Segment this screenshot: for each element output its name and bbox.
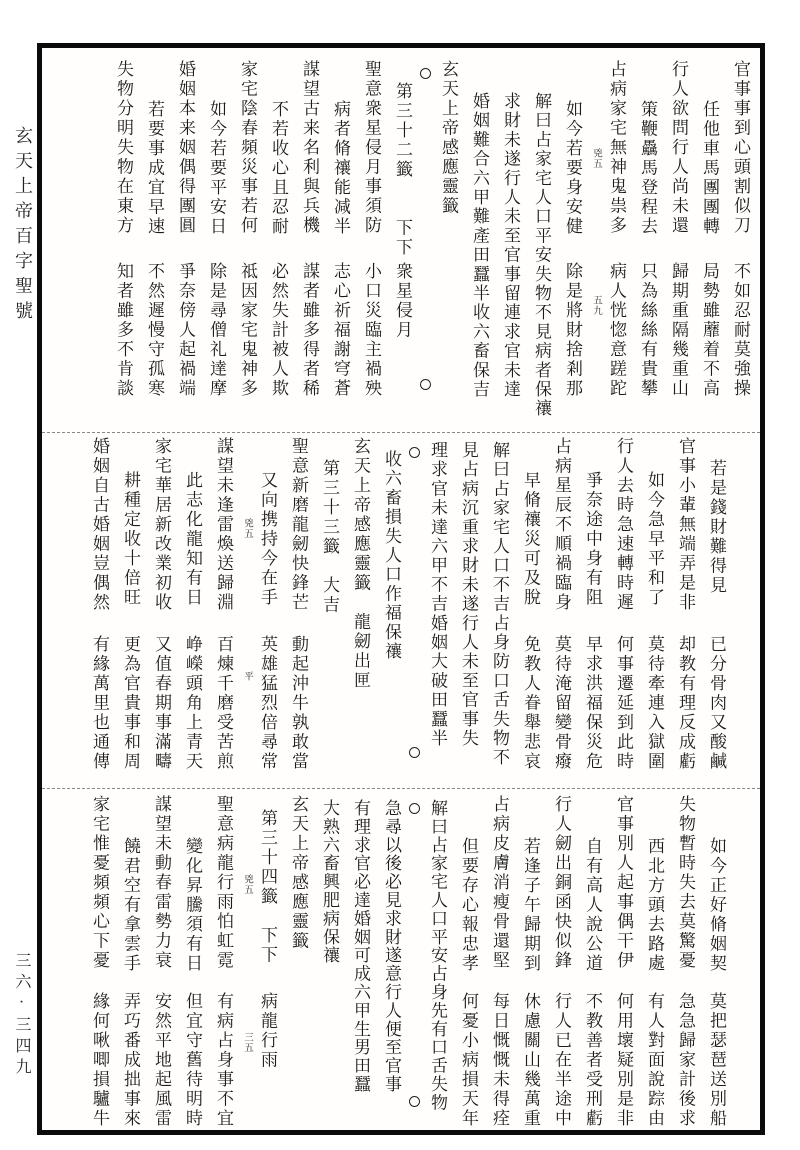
divider-column — [407, 789, 422, 1129]
poem-line-lower: 何事遷延到此時 — [614, 635, 633, 772]
poem-line-upper: 但要存心報忠孝 — [459, 837, 478, 974]
poem-line-lower: 謀者雖多得者稀 — [300, 262, 319, 399]
poem-line-upper: 占病家宅無神鬼祟多 — [607, 60, 626, 236]
poem-column — [208, 433, 239, 788]
poem-line-upper: 謀望未逢雷煥送歸淵 — [214, 437, 233, 613]
commentary-column — [422, 437, 453, 792]
commentary-column — [464, 70, 495, 454]
poem-line-upper: 行人劒出銅函快似鋒 — [552, 795, 571, 971]
poem-line-lower: 除是將財捨剎那 — [563, 262, 582, 399]
poem-line-upper: 病者脩禳能减半 — [331, 100, 350, 237]
poem-column — [701, 789, 732, 1129]
poem-column — [115, 433, 146, 788]
poem-column — [108, 48, 139, 432]
poem-column — [139, 48, 170, 432]
gutter-note-lower: 三五 — [242, 1032, 252, 1053]
poem-column — [84, 789, 115, 1129]
poem-column — [387, 48, 418, 432]
poem-line-upper: 饒君空有拿雲手 — [121, 837, 140, 974]
gutter-note-upper: 兇五 — [242, 518, 252, 539]
poem-line-upper: 謀望古来名利與兵機 — [300, 60, 319, 236]
poem-line-upper: 失物暫時失去莫驚憂 — [676, 795, 695, 971]
poem-line-upper: 早脩禳災可及脫 — [521, 471, 540, 608]
poem-line-lower: 除是尋僧礼達摩 — [207, 262, 226, 399]
poem-column — [453, 789, 484, 1129]
poem-line-lower: 只為絲絲有貴攀 — [638, 262, 657, 399]
poem-line-upper: 若要事成宜早速 — [145, 100, 164, 237]
gutter-note-lower: 五九 — [591, 295, 601, 316]
poem-line-upper: 西北方頭去路處 — [645, 837, 664, 974]
poem-line-upper: 玄天上帝感應靈籤 龍劒出匣 — [351, 437, 370, 691]
poem-column — [515, 433, 546, 788]
poem-column — [263, 48, 294, 432]
gutter-note-upper: 兇五 — [242, 874, 252, 895]
poem-line-lower: 必然失計被人欺 — [269, 262, 288, 399]
commentary-text: 收六畜損失人口作福保禳 — [382, 450, 401, 662]
poem-line-upper: 若是錢財難得見 — [707, 459, 726, 596]
poem-line-lower: 却教有理反成虧 — [676, 635, 695, 772]
poem-line-upper: 行人去時急速轉時遲 — [614, 437, 633, 613]
poem-line-lower: 百煉千磨受苦煎 — [214, 635, 233, 772]
poem-line-lower: 英雄猛烈倍尋常 — [258, 635, 277, 772]
commentary-text: 有理求官必達婚姻可成六甲生男田蠶 — [351, 799, 370, 1094]
poem-line-upper: 不若收心且忍耐 — [269, 100, 288, 237]
commentary-column — [376, 794, 407, 1134]
gutter-note-lower: 平 — [242, 671, 252, 682]
poem-line-upper: 爭奈途中身有阻 — [583, 471, 602, 608]
commentary-text: 急尋以後必見求財遂意行人便至官事 — [382, 799, 401, 1094]
poem-column — [670, 433, 701, 788]
poem-line-lower: 早求洪福保災危 — [583, 635, 602, 772]
commentary-column — [526, 70, 557, 454]
commentary-column — [345, 794, 376, 1134]
poem-line-lower: 局勢雖蘼着不高 — [700, 262, 719, 399]
poem-line-lower: 峥嶸頭角上青天 — [183, 635, 202, 772]
poem-column — [294, 48, 325, 432]
poem-line-upper: 家宅陰春頻災事若何 — [238, 60, 257, 236]
poem-line-lower: 動起沖牛孰敢當 — [289, 635, 308, 772]
poem-column — [639, 789, 670, 1129]
poem-line-upper: 官事別人起事偶干伊 — [614, 795, 633, 971]
poem-line-lower: 已分骨肉又酸鹹 — [707, 635, 726, 772]
poem-line-lower: 知者雖多不肯談 — [114, 262, 133, 399]
section-band-top — [42, 48, 760, 432]
poem-column — [639, 433, 670, 788]
poem-column — [725, 48, 756, 432]
poem-line-upper: 謀望未動春雷勢力衰 — [152, 795, 171, 971]
poem-line-lower: 休慮關山幾萬重 — [521, 992, 540, 1129]
poem-line-lower: 小口災臨主禍殃 — [362, 262, 381, 399]
poem-line-lower: 有病占身事不宜 — [214, 992, 233, 1129]
section-band-middle — [42, 432, 760, 788]
poem-column — [356, 48, 387, 432]
poem-column — [201, 48, 232, 432]
poem-column — [84, 433, 115, 788]
poem-line-lower: 歸期重隔幾重山 — [669, 262, 688, 399]
poem-line-lower: 何用壞疑別是非 — [614, 992, 633, 1129]
poem-line-lower: 又值春期事滿疇 — [152, 635, 171, 772]
poem-column — [701, 433, 732, 788]
poem-line-lower: 但宜守舊待明時 — [183, 992, 202, 1129]
poem-line-lower: 緣何啾唧損驢牛 — [90, 992, 109, 1129]
poem-line-lower: 有緣萬里也通傳 — [90, 635, 109, 772]
poem-column — [484, 789, 515, 1129]
section-circle-icon — [409, 747, 420, 758]
poem-column — [252, 789, 283, 1129]
poem-line-upper: 第三十四籤 下下 — [258, 809, 277, 965]
commentary-column — [422, 794, 453, 1134]
commentary-text: 婚姻難合六甲難產田蠶半收六畜保吉 — [470, 92, 489, 400]
poem-column — [515, 789, 546, 1129]
poem-column — [433, 48, 464, 432]
poem-column — [670, 789, 701, 1129]
poem-line-upper: 行人欲問行人尚未還 — [669, 60, 688, 236]
poem-line-lower: 免教人眷舉悲哀 — [521, 635, 540, 772]
annotation-column — [239, 433, 252, 788]
poem-column — [601, 48, 632, 432]
poem-line-lower: 行人已在半途中 — [552, 992, 571, 1129]
commentary-text: 解曰占家宅人口不吉占身防口舌失物不 — [490, 441, 509, 768]
poem-line-upper: 聖意新磨龍劒快鋒芒 — [289, 437, 308, 613]
commentary-text: 解曰占家宅人口平安占身先有口舌失物 — [428, 799, 447, 1112]
poem-line-upper: 聖意衆星侵月事須防 — [362, 60, 381, 236]
commentary-text: 大熟六畜興肥病保禳 — [320, 799, 339, 965]
poem-line-upper: 官事事到心頭割似刀 — [731, 60, 750, 236]
poem-line-lower: 急急歸家計後求 — [676, 992, 695, 1129]
section-circle-icon — [409, 447, 420, 458]
poem-line-lower: 何憂小病損天年 — [459, 992, 478, 1129]
poem-column — [557, 48, 588, 432]
divider-column — [418, 48, 433, 432]
poem-line-upper: 耕種定收十倍旺 — [121, 471, 140, 608]
commentary-text: 解曰占家宅人口平安失物不見病者保禳 — [532, 92, 551, 419]
poem-line-lower: 不然遲慢守孤寒 — [145, 262, 164, 399]
poem-line-upper: 策鞭驫馬登程去 — [638, 100, 657, 237]
poem-line-lower: 莫待牽連入獄圍 — [645, 635, 664, 772]
poem-column — [146, 789, 177, 1129]
poem-line-lower: 衆星侵月 — [393, 262, 412, 340]
commentary-column — [495, 70, 526, 454]
poem-line-lower: 有人對面說踪由 — [645, 992, 664, 1129]
section-circle-icon — [420, 379, 431, 390]
section-circle-icon — [409, 1096, 420, 1107]
poem-line-lower: 病人恍惚意蹉跎 — [607, 262, 626, 399]
poem-column — [283, 789, 314, 1129]
page-frame — [37, 43, 765, 1135]
poem-column — [232, 48, 263, 432]
section-circle-icon — [420, 68, 431, 79]
poem-line-upper: 此志化龍知有日 — [183, 471, 202, 608]
poem-line-upper: 占病皮膚消瘦骨還堅 — [490, 795, 509, 971]
poem-line-upper: 如今急早平和了 — [645, 471, 664, 608]
poem-line-upper: 自有高人說公道 — [583, 837, 602, 974]
gutter-note-upper: 兇五 — [591, 148, 601, 169]
poem-line-lower: 病龍行雨 — [258, 992, 277, 1070]
commentary-text: 見占病沉重求財未遂行人未至官事失 — [459, 441, 478, 749]
poem-line-lower: 志心祈福謝穹蒼 — [331, 262, 350, 399]
poem-line-upper: 失物分明失物在東方 — [114, 60, 133, 236]
poem-column — [146, 433, 177, 788]
poem-line-upper: 玄天上帝感應靈籤 — [439, 60, 458, 216]
poem-column — [694, 48, 725, 432]
commentary-text: 求財未遂行人未至官事留連求官未達 — [501, 92, 520, 400]
poem-line-upper: 家宅惟憂頻頻心下憂 — [90, 795, 109, 971]
poem-column — [608, 789, 639, 1129]
poem-line-lower: 莫待淹留變骨癈 — [552, 635, 571, 772]
annotation-column — [239, 789, 252, 1129]
page-number: 三六·三四九 — [13, 952, 30, 1079]
commentary-text: 理求官未達六甲不吉婚姻大破田蠶半 — [428, 441, 447, 749]
poem-line-lower: 安然平地起風雷 — [152, 992, 171, 1129]
commentary-column — [314, 794, 345, 1134]
poem-column — [546, 789, 577, 1129]
poem-column — [283, 433, 314, 788]
poem-line-upper: 官事小輩無端弄是非 — [676, 437, 695, 613]
poem-column — [325, 48, 356, 432]
poem-column — [177, 433, 208, 788]
poem-line-upper: 如今若要平安日 — [207, 100, 226, 237]
poem-line-upper: 如今若要身安健 — [563, 100, 582, 237]
poem-column — [546, 433, 577, 788]
poem-line-lower: 莫把瑟琶送別船 — [707, 992, 726, 1129]
poem-line-upper: 玄天上帝感應靈籤 — [289, 795, 308, 951]
poem-line-upper: 若逢子午歸期到 — [521, 837, 540, 974]
poem-line-lower: 更為官貴事和周 — [121, 635, 140, 772]
poem-line-upper: 第三十二籤 下下 — [393, 82, 412, 258]
poem-line-upper: 變化昇騰須有日 — [183, 837, 202, 974]
poem-line-lower: 不教善者受刑虧 — [583, 992, 602, 1129]
poem-line-lower: 每日慨慨未得痊 — [490, 992, 509, 1129]
poem-line-lower: 弄巧番成拙事來 — [121, 992, 140, 1129]
poem-line-upper: 婚姻本来姻偶得團圓 — [176, 60, 195, 236]
annotation-column — [588, 48, 601, 432]
poem-column — [115, 789, 146, 1129]
poem-column — [577, 433, 608, 788]
poem-line-upper: 占病星辰不順禍臨身 — [552, 437, 571, 613]
commentary-column — [484, 437, 515, 792]
commentary-column — [453, 437, 484, 792]
poem-column — [314, 433, 345, 788]
poem-column — [170, 48, 201, 432]
poem-column — [632, 48, 663, 432]
spine-title: 玄天上帝百字聖號 — [13, 126, 33, 326]
poem-line-upper: 家宅華居新改業初收 — [152, 437, 171, 613]
poem-column — [663, 48, 694, 432]
poem-line-upper: 又向携持今在手 — [258, 471, 277, 608]
poem-column — [608, 433, 639, 788]
poem-line-upper: 第三十三籤 大吉 — [320, 459, 339, 615]
poem-column — [208, 789, 239, 1129]
commentary-column — [376, 437, 407, 792]
poem-line-upper: 聖意病龍行雨怕虹霓 — [214, 795, 233, 971]
poem-column — [252, 433, 283, 788]
poem-line-upper: 如今正好脩姻契 — [707, 837, 726, 974]
divider-column — [407, 433, 422, 788]
section-circle-icon — [409, 803, 420, 814]
poem-column — [177, 789, 208, 1129]
poem-line-upper: 任他車馬團團轉 — [700, 100, 719, 237]
poem-column — [577, 789, 608, 1129]
poem-line-lower: 爭奈傍人起禍端 — [176, 262, 195, 399]
section-band-bottom — [42, 788, 760, 1129]
poem-column — [345, 433, 376, 788]
poem-line-upper: 婚姻自古婚姻豈偶然 — [90, 437, 109, 613]
poem-line-lower: 不如忍耐莫強操 — [731, 262, 750, 399]
poem-line-lower: 祗因家宅鬼神多 — [238, 262, 257, 399]
